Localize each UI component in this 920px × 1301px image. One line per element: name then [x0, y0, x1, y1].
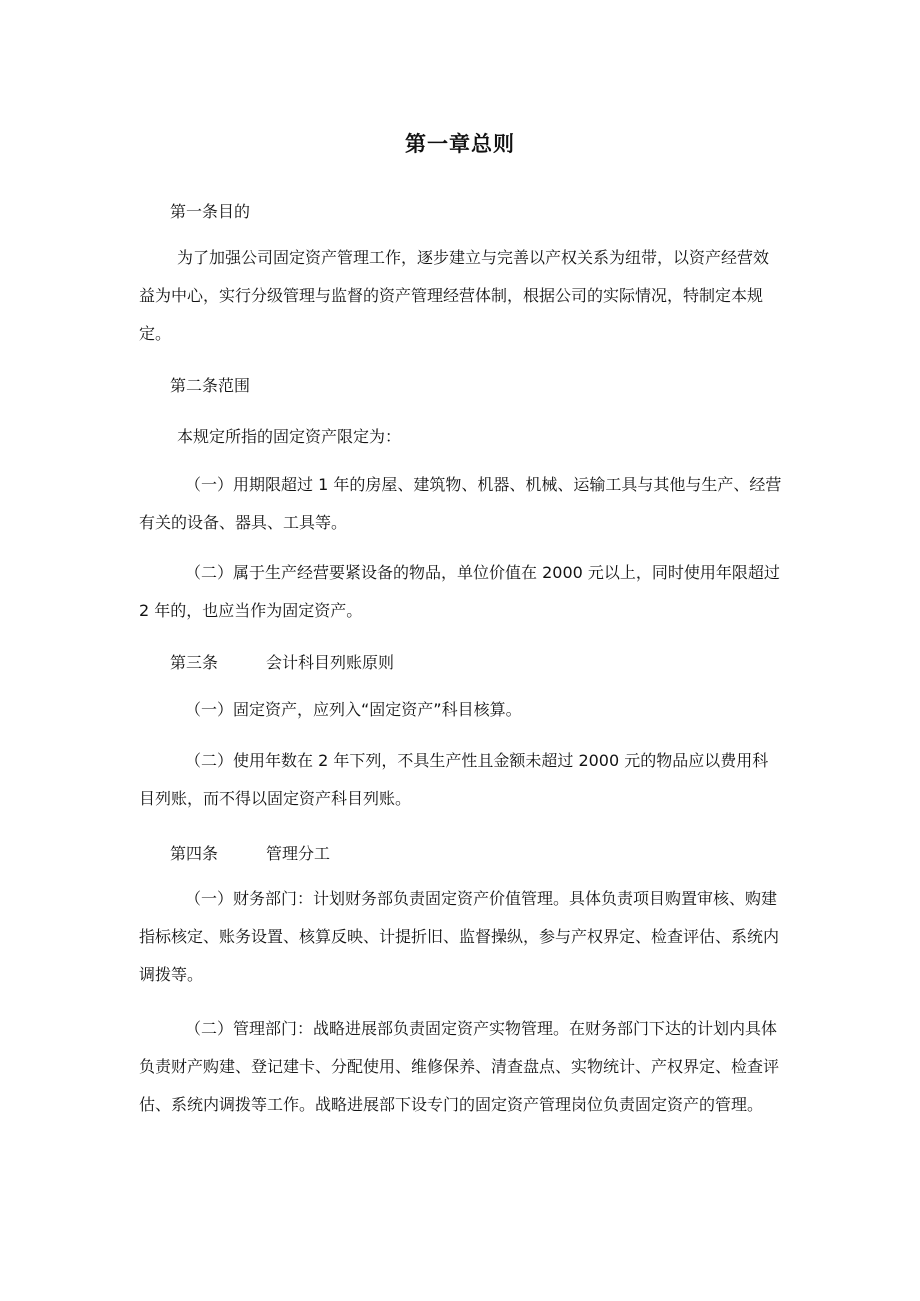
article-1-heading: 第一条目的	[170, 202, 251, 221]
article-2-item-1: （一）用期限超过 1 年的房屋、建筑物、机器、机械、运输工具与其他与生产、经营有关的设备、器具、工具等。	[139, 475, 782, 532]
article-4-item-2: （二）管理部门：战略进展部负责固定资产实物管理。在财务部门下达的计划内具体负责财产购建、登记建卡、分配使用、维修保养、清查盘点、实物统计、产权界定、检查评估、系统内调拨等工作。战略进展部下设专门的固定资产管理岗位负责固定资产的管理。	[139, 1019, 780, 1114]
article-2-paragraph-1: 本规定所指的固定资产限定为：	[177, 427, 402, 446]
article-2-heading: 第二条范围	[170, 376, 251, 395]
article-1-paragraph-1: 为了加强公司固定资产管理工作，逐步建立与完善以产权关系为纽带，以资产经营效益为中心，实行分级管理与监督的资产管理经营体制，根据公司的实际情况，特制定本规定。	[139, 248, 770, 343]
article-3-heading: 第三条 会计科目列账原则	[170, 653, 395, 672]
article-2-item-2: （二）属于生产经营要紧设备的物品，单位价值在 2000 元以上，同时使用年限超过 2 年的，也应当作为固定资产。	[139, 563, 780, 620]
article-3-item-1: （一）固定资产，应列入“固定资产”科目核算。	[185, 700, 522, 719]
chapter-title: 第一章总则	[405, 132, 515, 156]
article-3-item-2: （二）使用年数在 2 年下列，不具生产性且金额未超过 2000 元的物品应以费用科目列账，而不得以固定资产科目列账。	[139, 751, 769, 808]
article-4-item-1: （一）财务部门：计划财务部负责固定资产价值管理。具体负责项目购置审核、购建指标核定、账务设置、核算反映、计提折旧、监督操纵，参与产权界定、检查评估、系统内调拨等。	[139, 889, 780, 984]
article-4-heading: 第四条 管理分工	[170, 844, 331, 863]
